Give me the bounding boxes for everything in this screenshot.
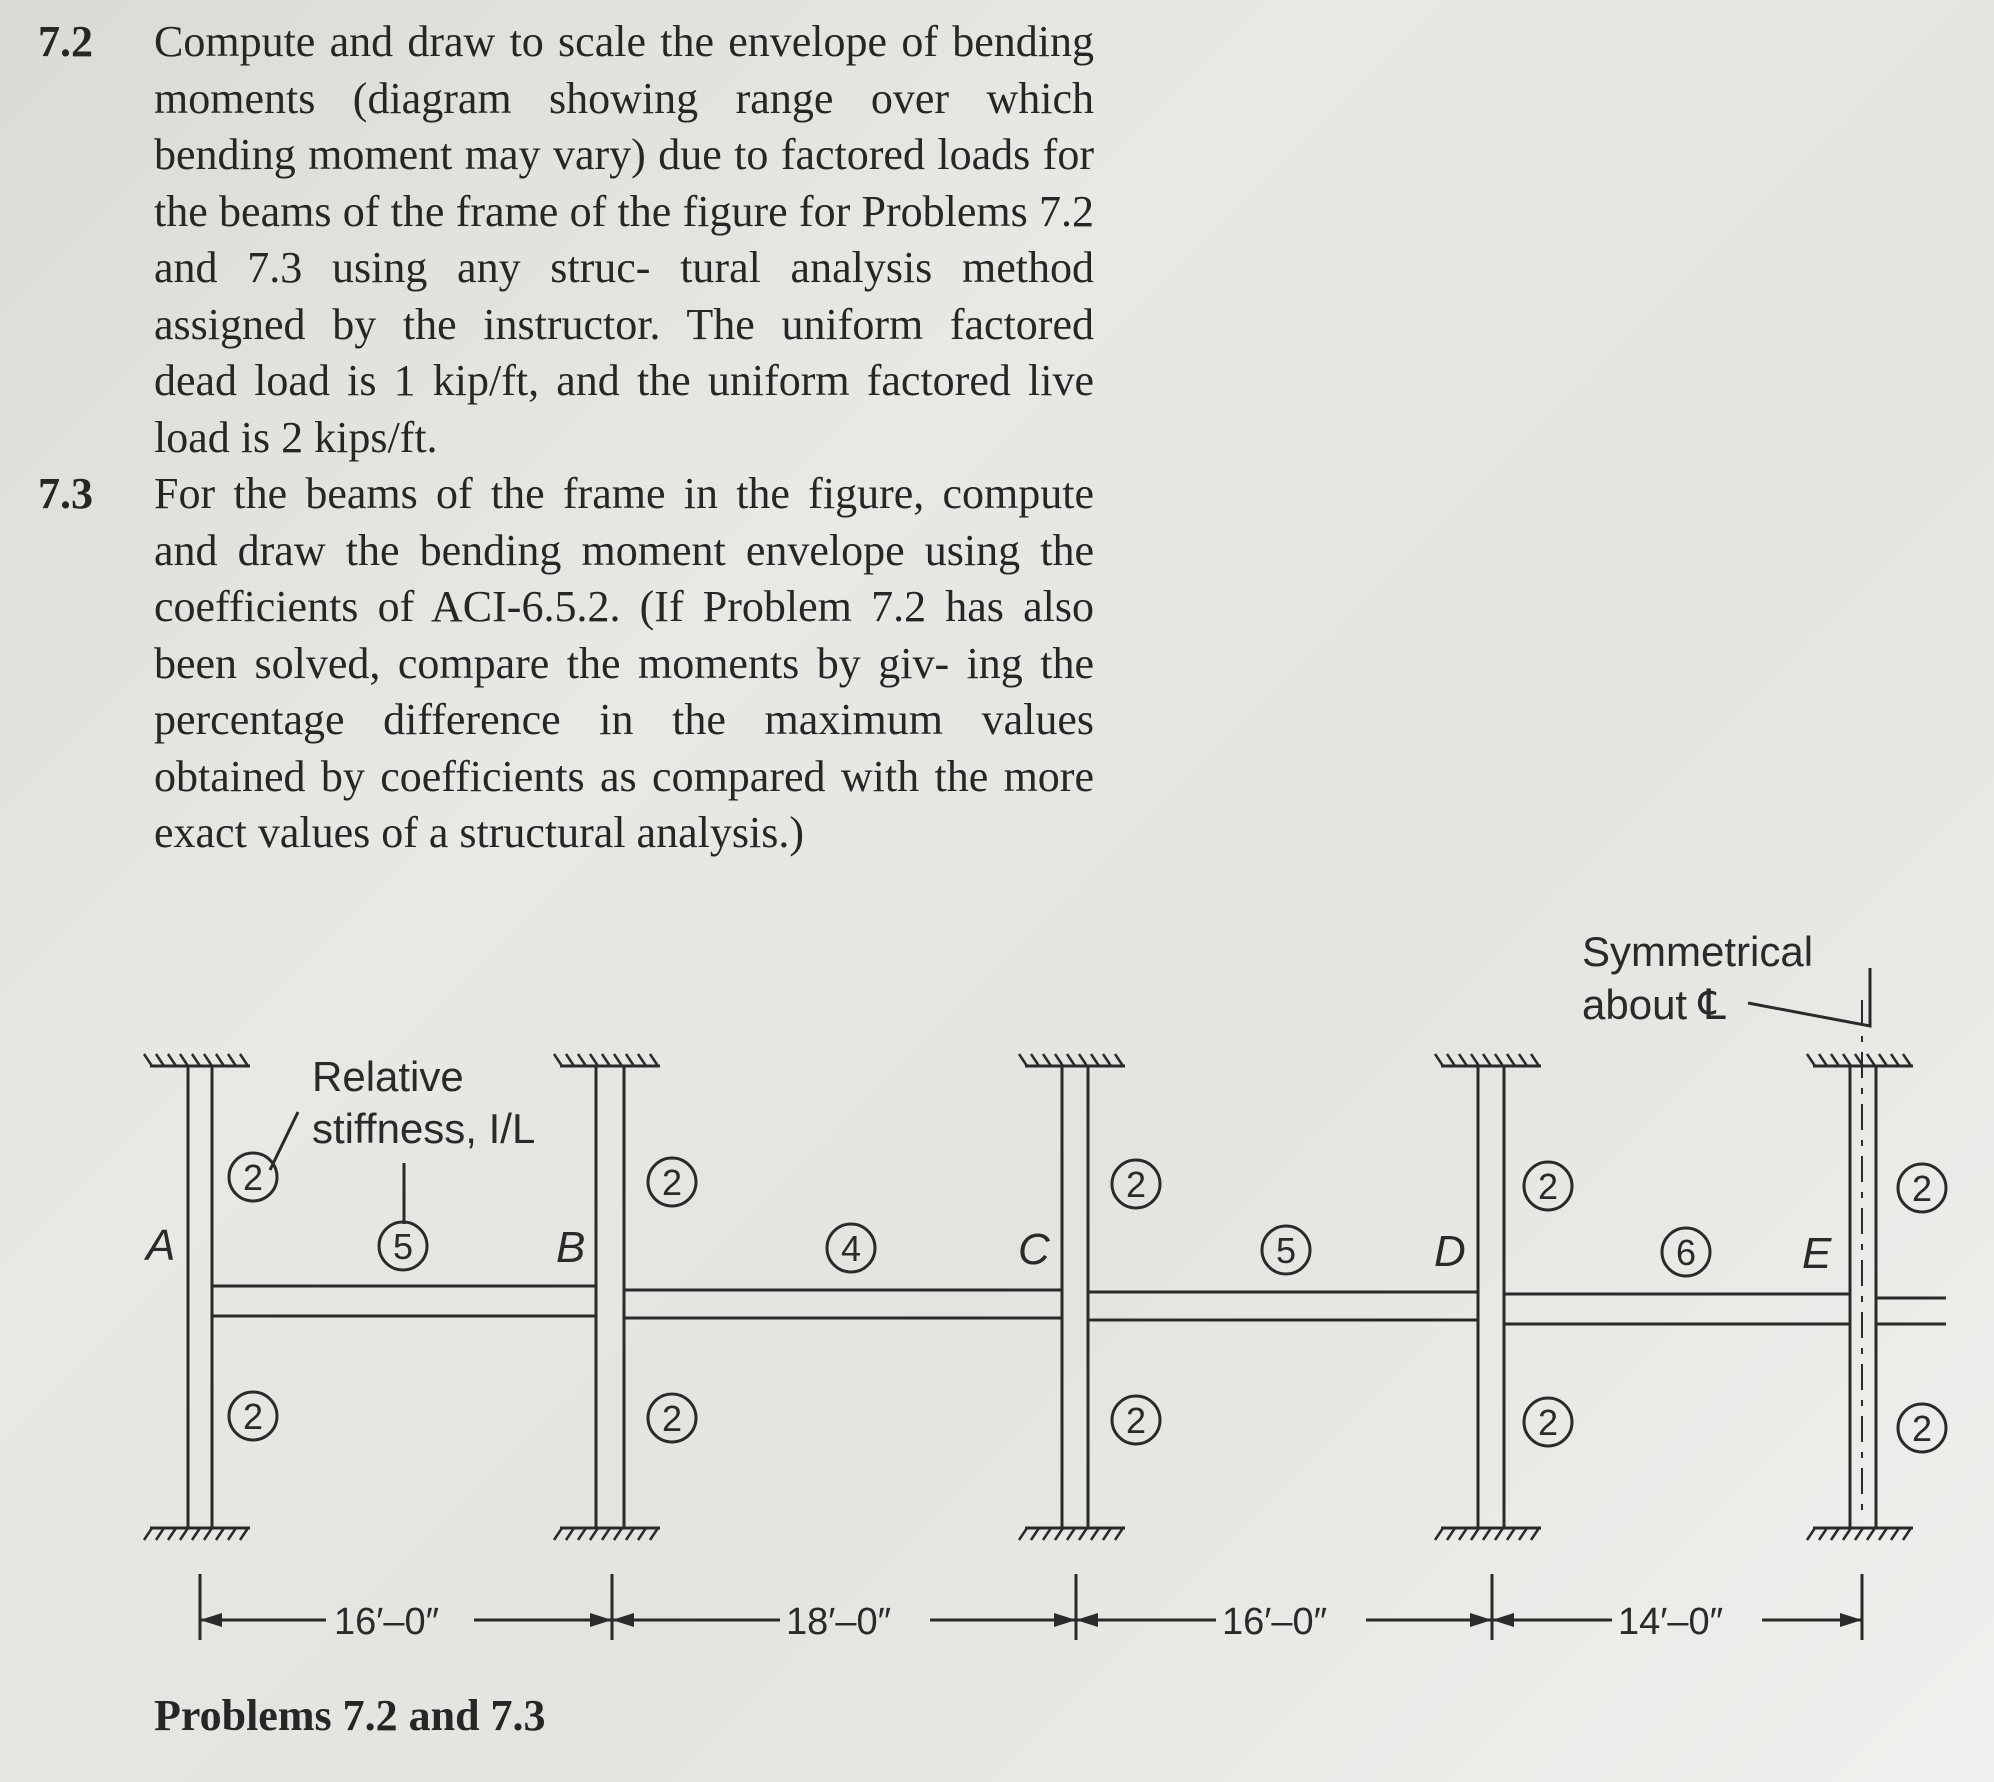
dimension-line — [200, 1574, 1862, 1643]
span-length: 14′–0″ — [1618, 1601, 1724, 1643]
text-line: values obtained by coefficients as compared with — [154, 695, 1095, 801]
joint-label-e: E — [1802, 1229, 1832, 1278]
joint-label-a: A — [146, 1221, 176, 1270]
beam-stiffness-value: 6 — [1675, 1232, 1697, 1273]
stiffness-label: Relative — [312, 1053, 464, 1100]
text-line: bending moments (diagram showing range — [154, 17, 1094, 123]
span-length: 16′–0″ — [1222, 1601, 1328, 1643]
symmetry-note: Symmetrical — [1582, 928, 1814, 975]
joint-label-c: C — [1018, 1225, 1050, 1274]
column-stiffness-value: 2 — [242, 1157, 264, 1198]
column-stiffness-value: 2 — [661, 1162, 683, 1203]
text-line: Compute and draw to scale the envelope of — [154, 17, 938, 66]
column-stiffness-value: 2 — [1537, 1166, 1559, 1207]
column-stiffness-value: 2 — [1125, 1164, 1147, 1205]
text-line: the more exact values of a structural analysis.) — [154, 751, 1094, 857]
column-stiffness-value: 2 — [242, 1396, 264, 1437]
text-line: and draw the bending moment envelope using — [154, 525, 1021, 575]
beam-stiffness-value: 5 — [1275, 1230, 1297, 1271]
column-stiffness-value: 2 — [661, 1398, 683, 1439]
text-line: For the beams of the frame in the figure, compute — [154, 469, 1094, 518]
column-stiffness-value: 2 — [1911, 1408, 1933, 1449]
leader-line — [270, 1112, 298, 1170]
joint-label-d: D — [1434, 1227, 1466, 1276]
text-line: also been solved, compare the moments by giv- — [154, 582, 1094, 688]
text-line: factored loads for the beams of the frame of the — [154, 130, 1094, 236]
stiffness-label: stiffness, I/L — [312, 1105, 536, 1152]
span-length: 16′–0″ — [334, 1601, 440, 1643]
symmetry-note: about ℄ — [1582, 981, 1726, 1028]
text-line: the uniform factored live load is 2 kips/ft. — [154, 356, 1094, 462]
symmetry-leader — [1748, 968, 1870, 1026]
text-line: over which bending moment may vary) due to — [154, 73, 1094, 179]
column-stiffness-value: 2 — [1125, 1400, 1147, 1441]
figure-caption: Problems 7.2 and 7.3 — [154, 1691, 546, 1740]
text-line: the coefficients of ACI-6.5.2. (If Problem 7.2 has — [154, 525, 1094, 631]
problem-number: 7.3 — [38, 469, 93, 518]
beam-stiffness-value: 5 — [392, 1226, 414, 1267]
text-line: The uniform factored dead load is 1 kip/ft, and — [154, 299, 1094, 405]
text-line: figure for Problems 7.2 and 7.3 using any struc- — [154, 186, 1095, 292]
text-line: tural analysis method assigned by the instructor. — [154, 243, 1094, 349]
joint-label-b: B — [556, 1223, 586, 1272]
text-line: ing the percentage difference in the maximum — [154, 638, 1095, 744]
column-stiffness-value: 2 — [1911, 1168, 1933, 1209]
column-stiffness-value: 2 — [1537, 1402, 1559, 1443]
problem-number: 7.2 — [38, 17, 93, 66]
beam-stiffness-value: 4 — [840, 1228, 862, 1269]
span-length: 18′–0″ — [786, 1601, 892, 1643]
